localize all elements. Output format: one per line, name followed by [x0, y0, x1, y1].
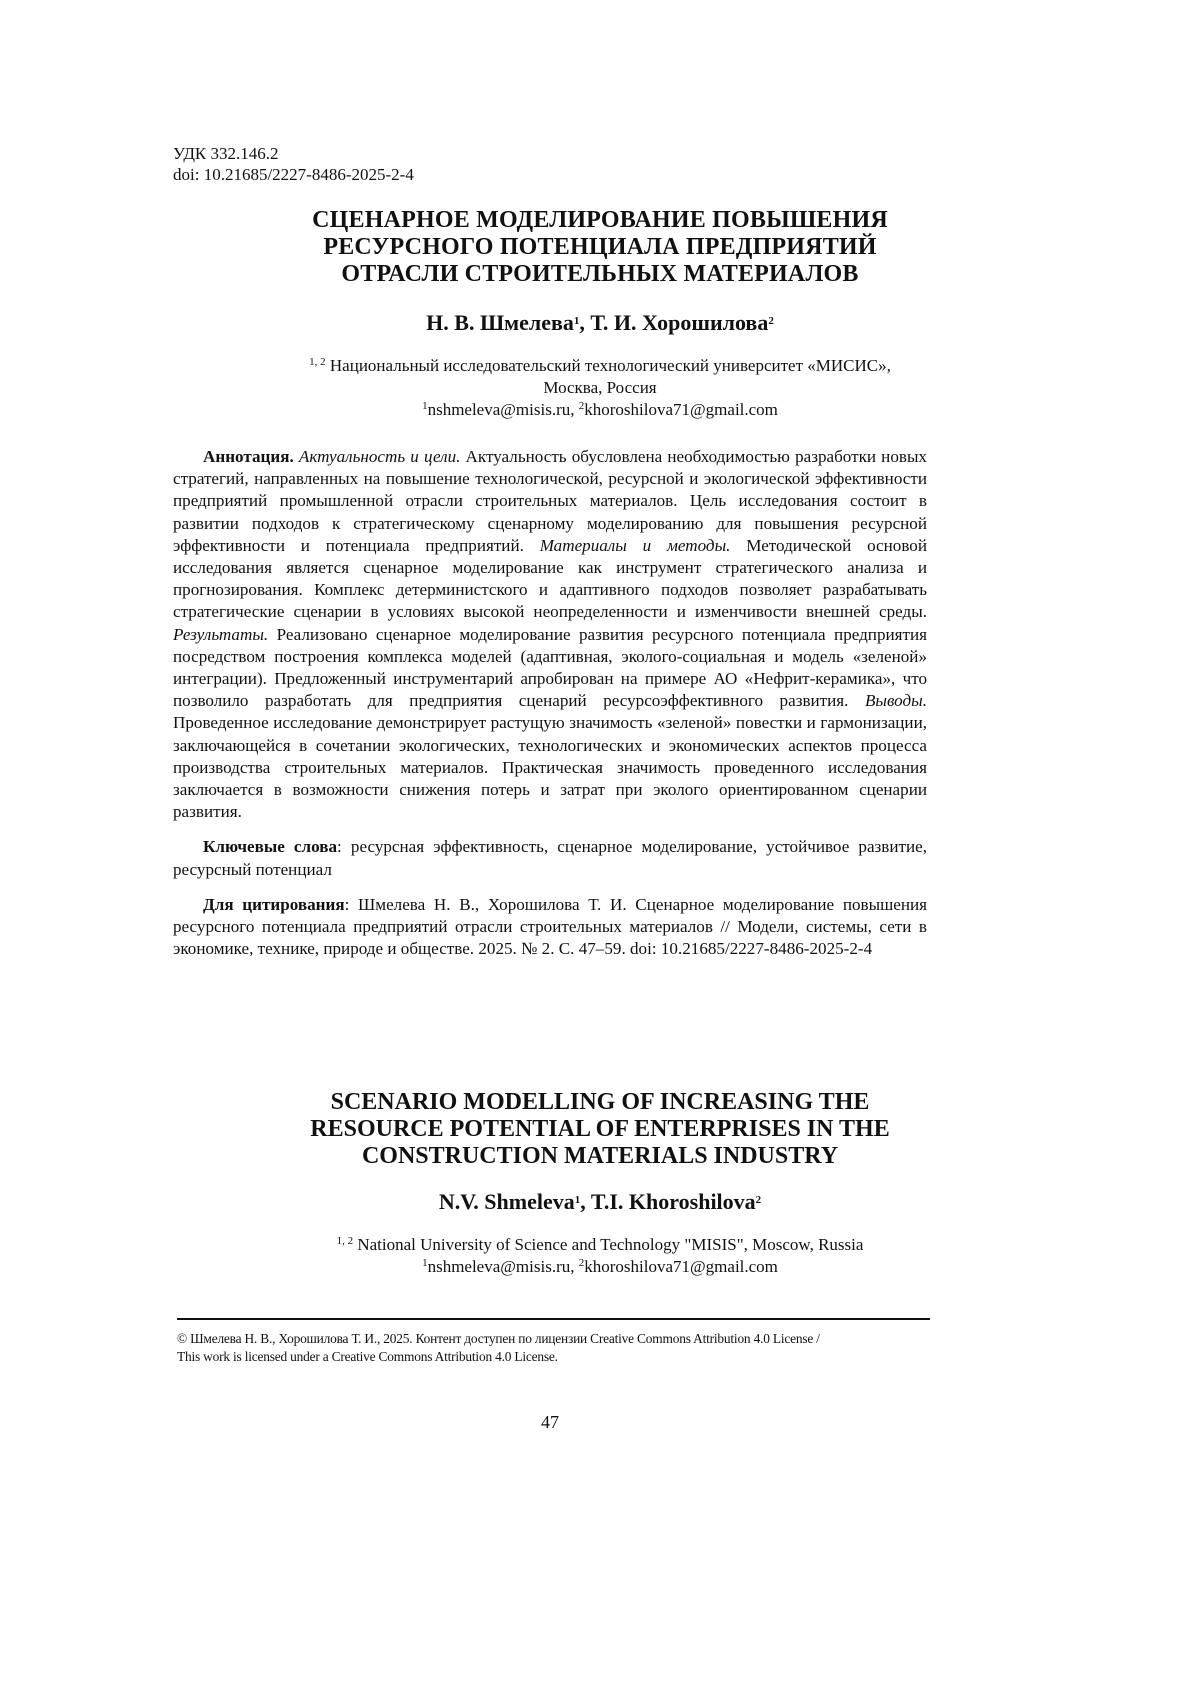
- author-separator: ,: [579, 310, 591, 335]
- author-1-sup: 1: [573, 315, 580, 327]
- emails-russian: [173, 399, 1027, 421]
- license-line-1: © Шмелева Н. В., Хорошилова Т. И., 2025. Контент доступен по лицензии Creative Commons Attribution 4.0 License /: [177, 1331, 820, 1346]
- aim-text: Актуальность обусловлена необходимостью разработки новых стратегий, направленных на повышение технологической, ресурсной и экологической эффективности предприятий промышленной отрасли строительных материалов. Цель исследования состоит в развитии подходов к стратегическому сценарному моделированию для повышения ресурсной эффективности и потенциала предприятий.: [173, 447, 927, 555]
- affiliation-russian: [173, 355, 1027, 421]
- article-meta: [173, 143, 414, 185]
- author-2-name: Т. И. Хорошилова: [590, 310, 769, 335]
- title-en-line-2: RESOURCE POTENTIAL OF ENTERPRISES IN THE: [310, 1116, 890, 1142]
- emails-english: [173, 1256, 1027, 1278]
- conclusions-label: Выводы.: [864, 691, 927, 711]
- author-2-sup: 2: [768, 315, 774, 327]
- results-label: Результаты.: [173, 624, 269, 644]
- email-1-link-en[interactable]: nshmeleva@misis.ru,: [427, 1257, 579, 1276]
- page-number: 47: [541, 1412, 559, 1432]
- affil-sup-en: 1, 2: [336, 1235, 354, 1247]
- affil-line-1-en: National University of Science and Technology "MISIS", Moscow, Russia: [353, 1235, 864, 1254]
- authors-russian: [173, 310, 1027, 336]
- affiliation-english: [173, 1234, 1027, 1278]
- udk-code: УДК 332.146.2: [173, 144, 279, 163]
- aim-label: Актуальность и цели.: [298, 447, 461, 466]
- citation-text: : Шмелева Н. В., Хорошилова Т. И. Сценарное моделирование повышения ресурсного потенциала предприятий отрасли строительных материалов // Модели, системы, сети в экономике, технике, природе и обществе. 2025. № 2. С. 47–59. doi: 10.21685/2227-8486-2025-2-4: [173, 894, 927, 959]
- title-english: [173, 1089, 1027, 1170]
- abstract-section: [173, 446, 927, 960]
- methods-label: Материалы и методы.: [539, 535, 731, 555]
- author-1-name-en: N.V. Shmeleva: [438, 1189, 575, 1214]
- footnote-divider: [177, 1318, 930, 1320]
- email-1-sup-en: 1: [422, 1257, 428, 1269]
- affil-sup: 1, 2: [309, 356, 326, 368]
- title-ru-line-1: СЦЕНАРНОЕ МОДЕЛИРОВАНИЕ ПОВЫШЕНИЯ: [312, 207, 888, 233]
- license-note: [177, 1330, 937, 1366]
- email-2-link[interactable]: khoroshilova71@gmail.com: [584, 400, 778, 419]
- affil-line-1: Национальный исследовательский технологический университет «МИСИС»,: [325, 356, 891, 375]
- conclusions-text: Проведенное исследование демонстрирует растущую значимость «зеленой» повестки и гармонизации, заключающейся в сочетании экологических, технологических и экономических аспектов процесса производства строительных материалов. Практическая значимость проведенного исследования заключается в возможности снижения потерь и затрат при эколого ориентированном сценарии развития.: [173, 713, 927, 822]
- email-1-link[interactable]: nshmeleva@misis.ru,: [427, 400, 579, 419]
- author-1-name: Н. В. Шмелева: [426, 310, 574, 335]
- email-2-sup-en: 2: [578, 1257, 585, 1269]
- author-separator-en: ,: [580, 1189, 591, 1214]
- title-en-line-3: CONSTRUCTION MATERIALS INDUSTRY: [361, 1143, 839, 1169]
- author-2-sup-en: 2: [755, 1194, 762, 1206]
- affil-line-2: Москва, Россия: [543, 378, 657, 397]
- authors-english: [173, 1189, 1027, 1215]
- email-1-sup: 1: [422, 400, 428, 412]
- doi-header: doi: 10.21685/2227-8486-2025-2-4: [173, 165, 414, 184]
- title-ru-line-2: РЕСУРСНОГО ПОТЕНЦИАЛА ПРЕДПРИЯТИЙ: [323, 234, 877, 260]
- citation-label: Для цитирования: [203, 894, 345, 914]
- results-text: Реализовано сценарное моделирование развития ресурсного потенциала предприятия посредством построения комплекса моделей (адаптивная, эколого-социальная и модель «зеленой» интеграции). Предложенный инструментарий апробирован на примере АО «Нефрит-керамика», что позволило разработать для предприятия сценарий ресурсоэффективного развития.: [173, 624, 927, 711]
- abstract-paragraph: [173, 446, 927, 823]
- email-2-sup: 2: [578, 400, 585, 412]
- title-ru-line-3: ОТРАСЛИ СТРОИТЕЛЬНЫХ МАТЕРИАЛОВ: [341, 261, 859, 287]
- title-russian: [173, 207, 1027, 288]
- keywords-label: Ключевые слова: [203, 837, 338, 857]
- author-1-sup-en: 1: [574, 1194, 581, 1206]
- abstract-label: Аннотация.: [203, 447, 294, 466]
- citation-paragraph: [173, 894, 927, 961]
- methods-text: Методической основой исследования является сценарное моделирование как инструмент стратегического анализа и прогнозирования. Комплекс детерминистского и адаптивного подходов позволяет разрабатывать стратегические сценарии в условиях высокой неопределенности и изменчивости внешней среды.: [173, 535, 927, 622]
- email-2-link-en[interactable]: khoroshilova71@gmail.com: [584, 1257, 778, 1276]
- keywords-text: : ресурсная эффективность, сценарное моделирование, устойчивое развитие, ресурсный потенциал: [173, 837, 928, 879]
- license-line-2: This work is licensed under a Creative Commons Attribution 4.0 License.: [177, 1349, 558, 1364]
- title-en-line-1: SCENARIO MODELLING OF INCREASING THE: [330, 1089, 870, 1115]
- keywords-paragraph: [173, 836, 927, 880]
- author-2-name-en: T.I. Khoroshilova: [590, 1189, 756, 1214]
